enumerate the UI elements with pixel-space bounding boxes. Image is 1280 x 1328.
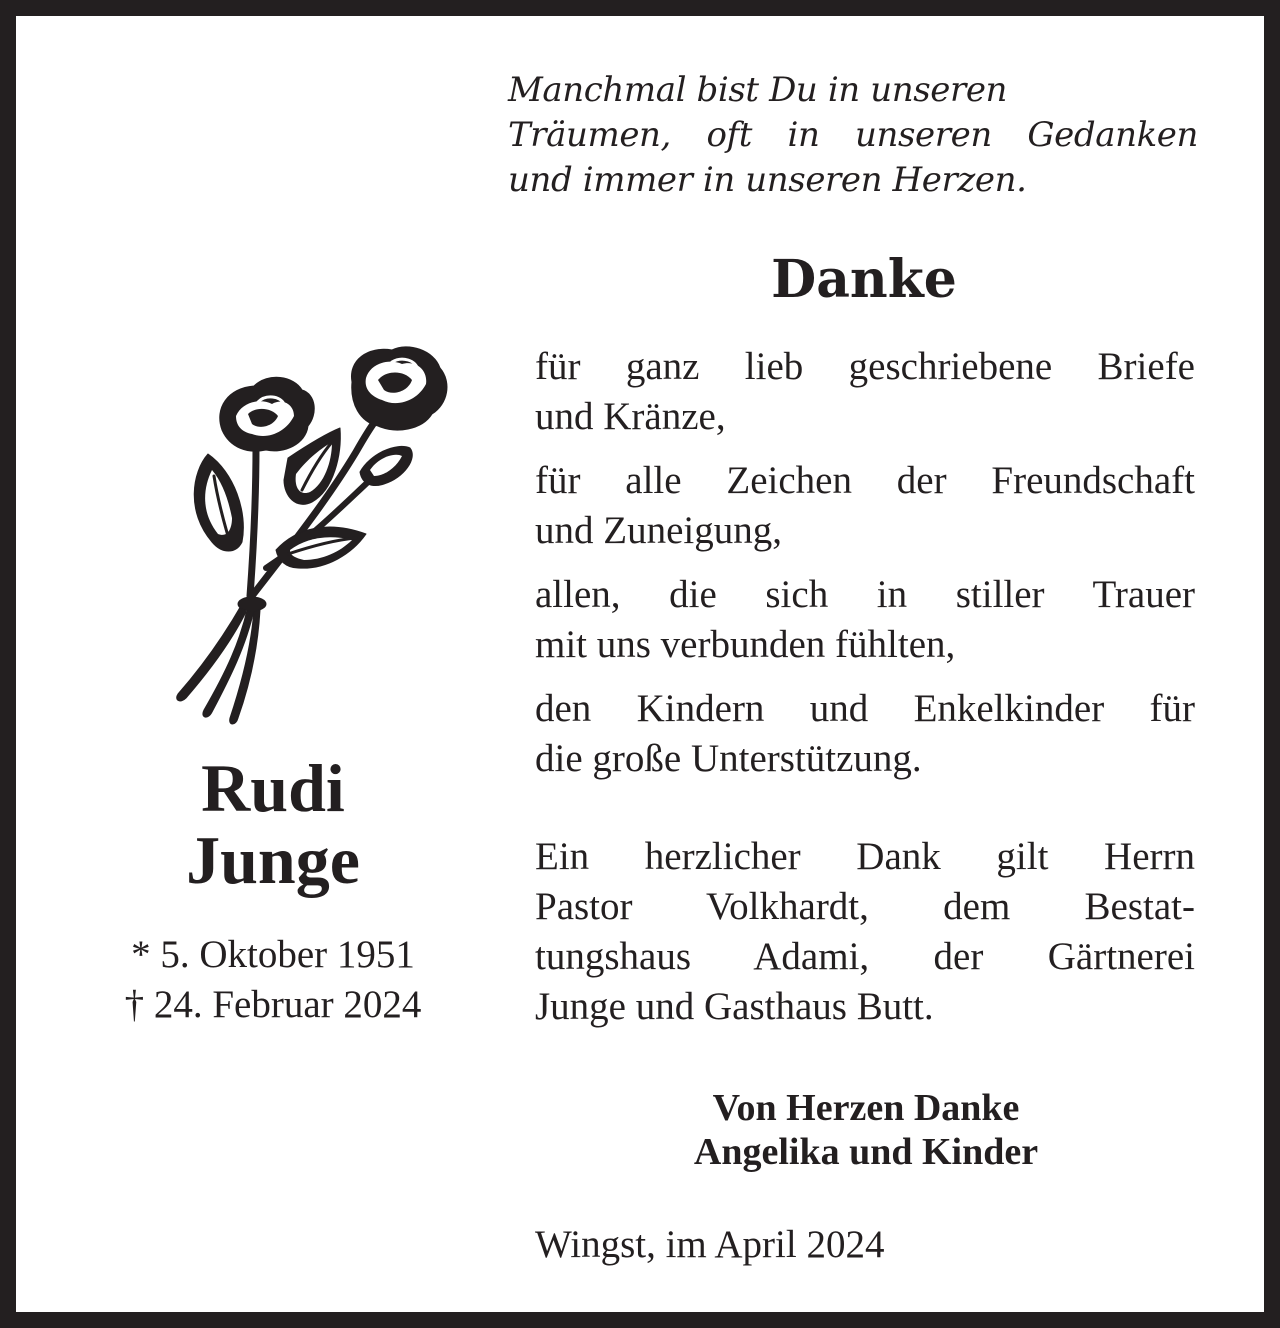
signoff-line: Von Herzen Danke xyxy=(712,1087,1020,1129)
paragraph-line: Junge und Gasthaus Butt. xyxy=(535,985,934,1028)
quote-line: Manchmal bist Du in unseren xyxy=(508,70,1008,110)
thanks-heading: Danke xyxy=(771,249,957,310)
birth-date: * 5. Oktober 1951 xyxy=(131,933,415,976)
paragraph-line: den Kindern und Enkelkinder für xyxy=(535,687,1195,730)
memorial-quote xyxy=(508,68,1198,203)
paragraph-line: allen, die sich in stiller Trauer xyxy=(535,573,1195,616)
quote-line: und immer in unseren Herzen. xyxy=(508,160,1027,200)
deceased-first-name: Rudi xyxy=(201,750,345,826)
paragraph-line: und Zuneigung, xyxy=(535,509,782,552)
roses-bouquet-icon xyxy=(156,342,466,732)
paragraph-line: für ganz lieb geschriebene Briefe xyxy=(535,345,1195,388)
paragraph-line: Ein herzlicher Dank gilt Herrn xyxy=(535,835,1195,878)
place-and-date: Wingst, im April 2024 xyxy=(535,1223,885,1266)
paragraph-line: mit uns verbunden fühlten, xyxy=(535,623,956,666)
paragraph-line: Pastor Volkhardt, dem Bestat- xyxy=(535,885,1195,928)
thanks-paragraph xyxy=(535,456,1195,556)
deceased-name xyxy=(73,752,473,896)
signoff-signatories: Angelika und Kinder xyxy=(693,1131,1039,1173)
thanks-paragraph xyxy=(535,684,1195,784)
life-dates xyxy=(73,930,473,1030)
obituary-card xyxy=(16,16,1264,1312)
paragraph-line: die große Unterstützung. xyxy=(535,737,922,780)
quote-line: Träumen, oft in unseren Gedanken xyxy=(508,115,1198,155)
deceased-last-name: Junge xyxy=(186,822,360,898)
acknowledgement-paragraph xyxy=(535,832,1195,1032)
thanks-paragraph xyxy=(535,570,1195,670)
paragraph-line: und Kränze, xyxy=(535,395,726,438)
death-date: † 24. Februar 2024 xyxy=(124,983,422,1026)
paragraph-line: tungshaus Adami, der Gärtnerei xyxy=(535,935,1195,978)
thanks-body xyxy=(535,342,1195,1046)
thanks-paragraph xyxy=(535,342,1195,442)
paragraph-line: für alle Zeichen der Freundschaft xyxy=(535,459,1195,502)
signoff xyxy=(616,1086,1116,1174)
